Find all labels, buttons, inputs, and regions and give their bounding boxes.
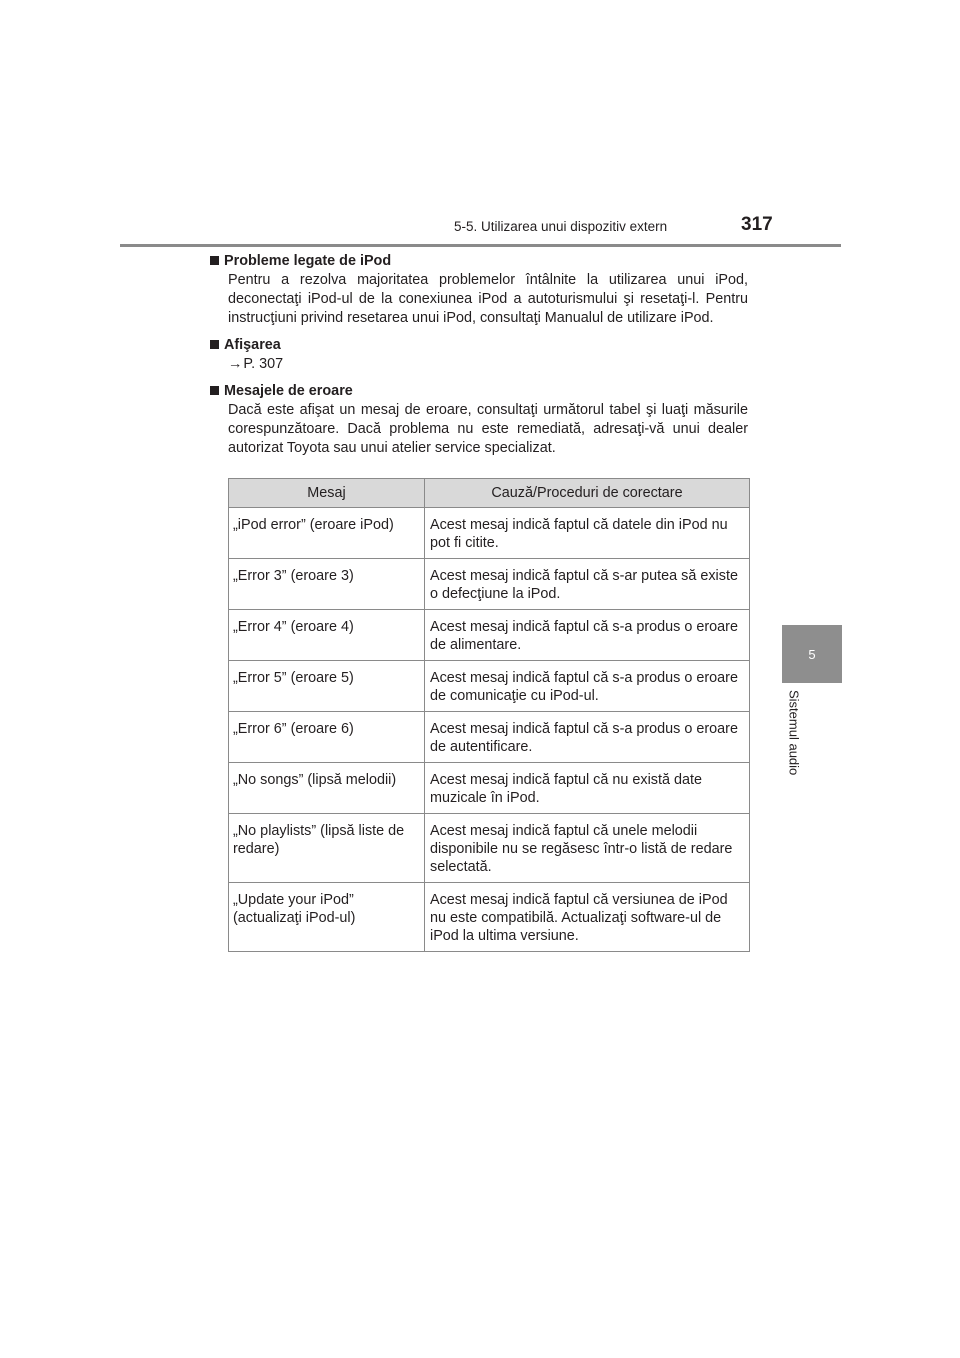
chapter-number: 5 — [808, 646, 816, 662]
message-cell: „No playlists” (lipsă liste de redare) — [229, 814, 425, 883]
table-row — [229, 661, 750, 712]
section-error-messages — [210, 382, 748, 458]
cause-cell: Acest mesaj indică faptul că nu există date muzicale în iPod. — [425, 763, 750, 814]
section-title: Afişarea — [210, 336, 748, 355]
header-divider — [120, 244, 841, 247]
message-cell: „Update your iPod” (actualizaţi iPod-ul) — [229, 883, 425, 952]
table-row — [229, 610, 750, 661]
bullet-square-icon — [210, 386, 219, 395]
cause-cell: Acest mesaj indică faptul că s-a produs o eroare de comunicaţie cu iPod-ul. — [425, 661, 750, 712]
message-cell: „No songs” (lipsă melodii) — [229, 763, 425, 814]
table-row — [229, 508, 750, 559]
page-reference-text: P. 307 — [243, 356, 284, 372]
bullet-square-icon — [210, 340, 219, 349]
message-cell: „Error 6” (eroare 6) — [229, 712, 425, 763]
table-row — [229, 763, 750, 814]
message-cell: „Error 4” (eroare 4) — [229, 610, 425, 661]
message-cell: „Error 3” (eroare 3) — [229, 559, 425, 610]
page-reference[interactable] — [210, 355, 748, 374]
section-title: Mesajele de eroare — [210, 382, 748, 401]
message-cell: „Error 5” (eroare 5) — [229, 661, 425, 712]
chapter-label — [782, 690, 806, 800]
cause-cell: Acest mesaj indică faptul că s-a produs o eroare de autentificare. — [425, 712, 750, 763]
section-ipod-problems — [210, 252, 748, 328]
table-row — [229, 559, 750, 610]
chapter-tab — [782, 625, 842, 683]
table-row — [229, 883, 750, 952]
cause-cell: Acest mesaj indică faptul că unele melodii disponibile nu se regăsesc într-o listă de redare selectată. — [425, 814, 750, 883]
table-row — [229, 814, 750, 883]
section-header: 5-5. Utilizarea unui dispozitiv extern — [454, 219, 668, 234]
error-message-table — [228, 478, 750, 952]
section-body: Dacă este afişat un mesaj de eroare, consultaţi următorul tabel şi luaţi măsurile corespunzătoare. Dacă problema nu este remediată, adresaţi-vă unui dealer autorizat Toyota sau unui atelier service specializat. — [228, 402, 748, 456]
section-display — [210, 336, 748, 374]
section-title: Probleme legate de iPod — [210, 252, 748, 271]
table-row — [229, 712, 750, 763]
column-header-cause: Cauză/Proceduri de corectare — [425, 479, 750, 508]
cause-cell: Acest mesaj indică faptul că versiunea de iPod nu este compatibilă. Actualizaţi software-ul de iPod la ultima versiune. — [425, 883, 750, 952]
arrow-right-icon: → — [228, 356, 243, 372]
cause-cell: Acest mesaj indică faptul că datele din iPod nu pot fi citite. — [425, 508, 750, 559]
page-number: 317 — [741, 214, 773, 235]
message-cell: „iPod error” (eroare iPod) — [229, 508, 425, 559]
main-content — [210, 252, 748, 466]
cause-cell: Acest mesaj indică faptul că s-a produs o eroare de alimentare. — [425, 610, 750, 661]
cause-cell: Acest mesaj indică faptul că s-ar putea să existe o defecţiune la iPod. — [425, 559, 750, 610]
section-body: Pentru a rezolva majoritatea problemelor întâlnite la utilizarea unui iPod, deconectaţi iPod-ul de la conexiunea iPod a autoturismului şi resetaţi-l. Pentru instrucţiuni privind resetarea unui iPod, consultaţi Manualul de utilizare iPod. — [228, 272, 748, 326]
chapter-label-text: Sistemul audio — [786, 690, 802, 776]
column-header-message: Mesaj — [229, 479, 425, 508]
table-header-row — [229, 479, 750, 508]
bullet-square-icon — [210, 256, 219, 265]
